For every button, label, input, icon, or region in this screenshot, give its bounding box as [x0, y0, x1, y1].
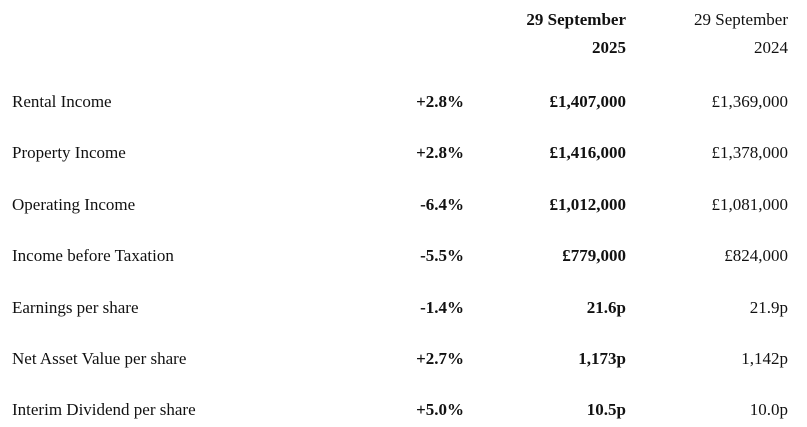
table-header — [0, 0, 807, 72]
table-row — [0, 139, 807, 167]
row-prior-value: 1,142p — [741, 349, 788, 368]
row-change: -1.4% — [420, 298, 464, 317]
row-current-value: £1,407,000 — [549, 92, 626, 111]
table-row — [0, 396, 807, 424]
table-row — [0, 191, 807, 219]
row-prior-value: £1,378,000 — [711, 143, 788, 162]
row-change: +5.0% — [416, 400, 464, 419]
row-label: Net Asset Value per share — [12, 349, 187, 368]
table-row — [0, 88, 807, 116]
row-change: -5.5% — [420, 246, 464, 265]
table-row — [0, 294, 807, 322]
row-prior-value: £1,369,000 — [711, 92, 788, 111]
row-current-value: £779,000 — [562, 246, 626, 265]
row-label: Property Income — [12, 143, 126, 162]
row-label: Interim Dividend per share — [12, 400, 196, 419]
row-prior-value: 21.9p — [749, 298, 788, 317]
row-label: Operating Income — [12, 195, 136, 214]
table-row — [0, 345, 807, 373]
row-change: -6.4% — [420, 195, 464, 214]
row-current-value: £1,416,000 — [549, 143, 626, 162]
current-period-year: 2025 — [592, 38, 626, 57]
row-change: +2.7% — [416, 349, 464, 368]
row-current-value: 10.5p — [586, 400, 626, 419]
prior-period-header — [694, 6, 788, 62]
current-period-header — [526, 6, 626, 62]
row-prior-value: £824,000 — [724, 246, 788, 265]
row-current-value: 1,173p — [578, 349, 626, 368]
table-row — [0, 242, 807, 270]
row-current-value: 21.6p — [586, 298, 626, 317]
row-current-value: £1,012,000 — [549, 195, 626, 214]
row-label: Income before Taxation — [12, 246, 174, 265]
row-prior-value: 10.0p — [749, 400, 788, 419]
row-label: Earnings per share — [12, 298, 139, 317]
row-prior-value: £1,081,000 — [711, 195, 788, 214]
row-label: Rental Income — [12, 92, 112, 111]
current-period-date: 29 September — [526, 10, 626, 29]
prior-period-date: 29 September — [694, 10, 788, 29]
row-change: +2.8% — [416, 143, 464, 162]
row-change: +2.8% — [416, 92, 464, 111]
prior-period-year: 2024 — [754, 38, 788, 57]
